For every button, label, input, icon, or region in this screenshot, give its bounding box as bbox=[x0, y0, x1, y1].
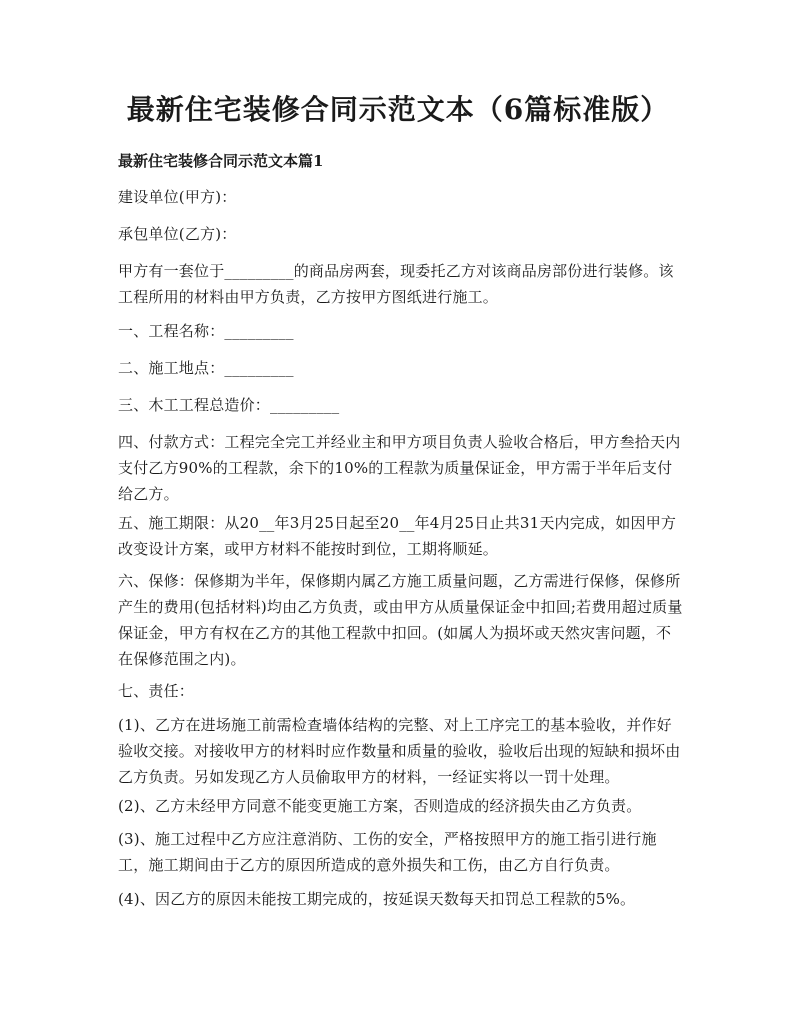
paragraph-project-name: 一、工程名称：_________ bbox=[118, 322, 294, 340]
paragraph-site: 二、施工地点：_________ bbox=[118, 359, 294, 377]
paragraph-payment: 四、付款方式：工程完全完工并经业主和甲方项目负责人验收合格后，甲方叁拾天内支付乙方90%的工程款，余下的10%的工程款为质量保证金，甲方需于半年后支付给乙方。 bbox=[118, 433, 681, 503]
section-heading: 最新住宅装修合同示范文本篇1 bbox=[118, 152, 324, 170]
paragraph-intro: 甲方有一套位于_________的商品房两套，现委托乙方对该商品房部份进行装修。该工程所用的材料由甲方负责，乙方按甲方图纸进行施工。 bbox=[118, 262, 674, 306]
paragraph-responsibility: 七、责任： bbox=[118, 682, 195, 700]
document-title: 最新住宅装修合同示范文本（6篇标准版） bbox=[126, 93, 670, 126]
paragraph-party-a: 建设单位(甲方)： bbox=[118, 188, 237, 206]
paragraph-clause-3: (3)、施工过程中乙方应注意消防、工伤的安全，严格按照甲方的施工指引进行施工，施工期间由于乙方的原因所造成的意外损失和工伤，由乙方自行负责。 bbox=[118, 830, 657, 874]
paragraph-clause-2: (2)、乙方未经甲方同意不能变更施工方案，否则造成的经济损失由乙方负责。 bbox=[118, 797, 642, 815]
paragraph-warranty: 六、保修：保修期为半年，保修期内属乙方施工质量问题，乙方需进行保修，保修所产生的费用(包括材料)均由乙方负责，或由甲方从质量保证金中扣回;若费用超过质量保证金，甲方有权在乙方的其他工程款中扣回。(如属人为损坏或天然灾害问题，不在保修范围之内)。 bbox=[118, 572, 683, 668]
paragraph-duration: 五、施工期限：从20__年3月25日起至20__年4月25日止共31天内完成，如因甲方改变设计方案，或甲方材料不能按时到位，工期将顺延。 bbox=[118, 514, 677, 558]
paragraph-total-cost: 三、木工工程总造价：_________ bbox=[118, 396, 340, 414]
paragraph-party-b: 承包单位(乙方)： bbox=[118, 225, 237, 243]
paragraph-clause-4: (4)、因乙方的原因未能按工期完成的，按延误天数每天扣罚总工程款的5%。 bbox=[118, 890, 636, 908]
paragraph-clause-1: (1)、乙方在进场施工前需检查墙体结构的完整、对上工序完工的基本验收，并作好验收交接。对接收甲方的材料时应作数量和质量的验收，验收后出现的短缺和损坏由乙方负责。另如发现乙方人员偷取甲方的材料，一经证实将以一罚十处理。 bbox=[118, 716, 681, 786]
